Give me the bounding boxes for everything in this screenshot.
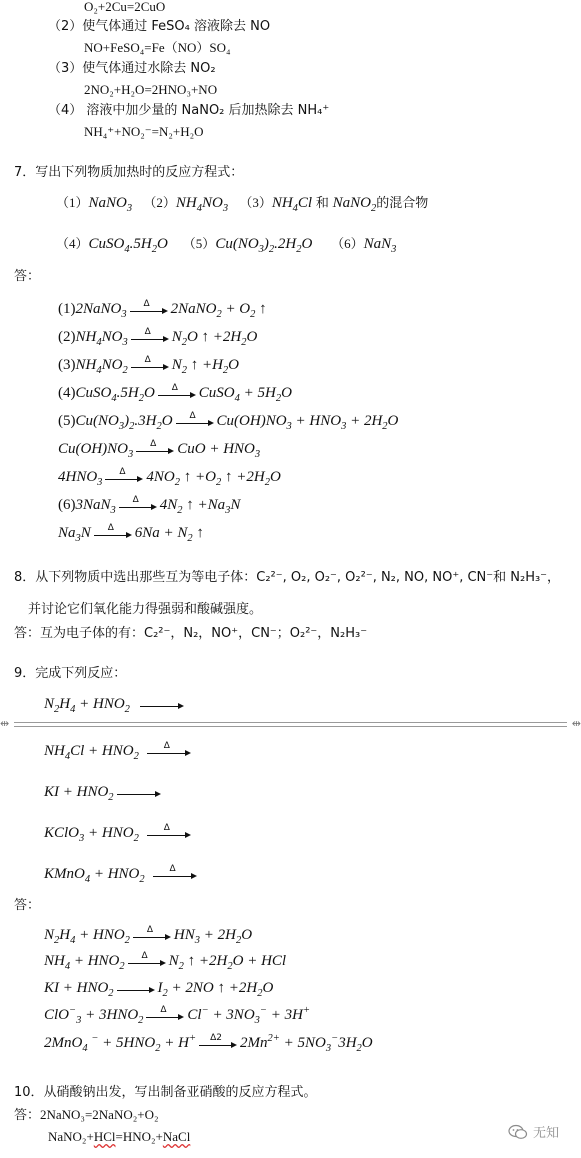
answer-label: 答：	[14, 269, 41, 284]
reaction-line: KI + $HNO_2$	[44, 785, 164, 800]
equation-line: $NH_4 + HNO_2$ Δ $N_2$ ↑ $+2H_2O$ + HCl	[44, 950, 287, 972]
equation-line: $4HNO_3$ Δ $4NO_2$ ↑ $+O_2$ ↑ $+2H_2O$	[58, 466, 281, 488]
equation-line: $Na_3N$ Δ $6Na + N_2$ ↑	[58, 522, 204, 544]
answer-label: 答：	[14, 898, 41, 913]
item-text: （2）使气体通过 FeSO₄ 溶液除去 NO	[48, 19, 271, 34]
equation-line: $Cu(OH)NO_3$ Δ CuO + $HNO_3$	[58, 438, 261, 460]
equation-line: (1)2NaNO$_3$ Δ 2NaNO$_2$ + $O_2$ ↑	[58, 298, 267, 320]
reaction-line: $N_2H_4 + HNO_2$	[44, 697, 187, 712]
divider-marker-icon: ⇹	[571, 717, 581, 730]
equation-line: $(2)NH_4NO_3$ Δ $N_2O$ ↑ $+2H_2O$	[58, 326, 258, 348]
question-9-title: 9．完成下列反应：	[14, 666, 127, 681]
q7-items-row1: （1）NaNO$_3$ $(2)NH_4NO_3$ $(3)NH_4Cl$ 和 NaNO$_2$的混合物	[56, 195, 429, 214]
reaction-line: $NH_4Cl + HNO_2$ Δ	[44, 744, 194, 759]
item-text: （4） 溶液中加少量的 NaNO₂ 后加热除去 NH₄⁺	[48, 103, 330, 118]
question-10-answer-2: NaNO₂+HCl=HNO₂+NaCl	[48, 1129, 191, 1144]
page-divider	[0, 717, 581, 731]
equation-line: $N_2H_4 + HNO_2$ Δ $HN_3 + 2H_2O$	[44, 924, 253, 946]
question-10-answer-1: 答：2NaNO₃=2NaNO₂+O₂	[14, 1107, 159, 1122]
question-10-title: 10．从硝酸钠出发，写出制备亚硝酸的反应方程式。	[14, 1085, 317, 1100]
wechat-icon	[508, 1124, 528, 1140]
question-8-line2: 并讨论它们氧化能力得强弱和酸碱强度。	[28, 602, 263, 617]
equation-line: $(4)CuSO_4.5H_2O$ Δ CuSO$_4$ + $5H_2O$	[58, 382, 292, 404]
reaction-line: KMnO$_4$ + $HNO_2$ Δ	[44, 867, 200, 882]
divider-marker-icon: ⇹	[0, 717, 10, 730]
item-text: （3）使气体通过水除去 NO₂	[48, 61, 216, 76]
equation-line: 2MnO$_4$ $^- + 5HNO_2 + H^+$ Δ2 $2Mn^{2+} + 5NO_3^-3H_2O$	[44, 1032, 373, 1054]
equation-line: NH₄⁺+NO₂⁻=N₂+H₂O	[84, 124, 204, 139]
mixture-text: 的混合物	[376, 196, 429, 211]
watermark	[508, 1122, 559, 1141]
question-7-title: 7．写出下列物质加热时的反应方程式：	[14, 165, 244, 180]
equation-line: (6)3NaN$_3$ Δ $4N_2$ ↑ $+Na_3N$	[58, 494, 241, 516]
equation-line: NO+FeSO₄=Fe（NO）SO₄	[84, 40, 231, 55]
reaction-line: KClO$_3$ + $HNO_2$ Δ	[44, 826, 194, 841]
equation-line: KI + $HNO_2$ $I_2 + 2NO$ ↑ $+2H_2O$	[44, 980, 274, 999]
and-text: 和	[315, 196, 329, 211]
watermark-text: 无知	[533, 1126, 560, 1141]
equation-line: $(5)Cu(NO_3)_2.3H_2O$ Δ $Cu(OH)NO_3 + HNO_3 + 2H_2O$	[58, 410, 399, 432]
equation-line: O₂+2Cu=2CuO	[84, 0, 166, 14]
question-8-answer: 答：互为电子体的有：C₂²⁻，N₂，NO⁺，CN⁻；O₂²⁻，N₂H₃⁻	[14, 626, 368, 641]
equation-line: $(3)NH_4NO_2$ Δ $N_2$ ↑ $+H_2O$	[58, 354, 240, 376]
question-8-title: 8．从下列物质中选出那些互为等电子体：C₂²⁻, O₂, O₂⁻, O₂²⁻, N₂, NO, NO⁺, CN⁻和 N₂H₃⁻，	[14, 570, 561, 585]
q7-items-row2: $(4)CuSO_4.5H_2O$ $(5)Cu(NO_3)_2.2H_2O$ （6）NaN$_3$	[56, 236, 397, 255]
equation-line: $ClO^-_3 + 3HNO_2$ Δ $Cl^- + 3NO_3^- + 3H^+$	[44, 1004, 311, 1026]
equation-line: 2NO₂+H₂O=2HNO₃+NO	[84, 82, 218, 97]
